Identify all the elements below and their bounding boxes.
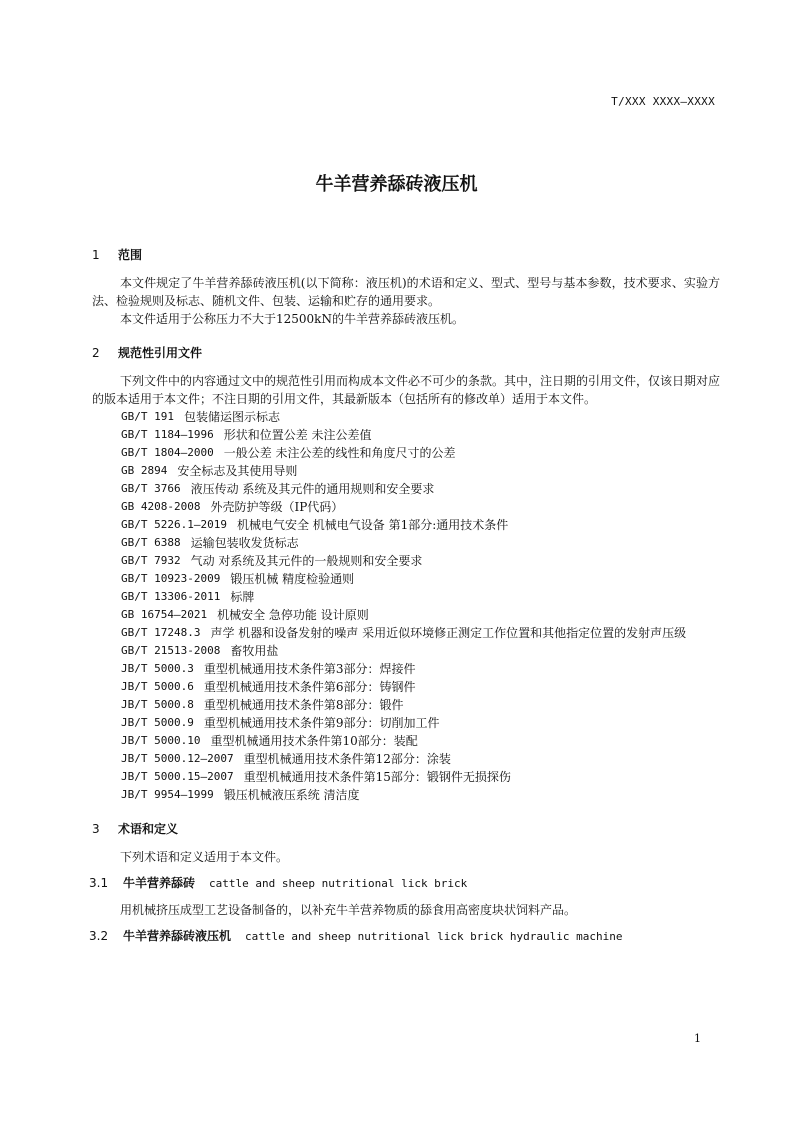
reference-item [92,606,720,624]
paragraph: 下列文件中的内容通过文中的规范性引用而构成本文件必不可少的条款。其中，注日期的引用文件，仅该日期对应的版本适用于本文件；不注日期的引用文件，其最新版本（包括所有的修改单）适用于本文件。 [92,374,721,406]
reference-code: GB/T 191 [121,410,174,423]
reference-title: 畜牧用盐 [230,644,279,658]
reference-title: 锻压机械 精度检验通则 [230,572,355,586]
reference-code: GB/T 13306-2011 [121,590,221,603]
section-heading-normative-references [92,344,720,362]
reference-item [92,786,720,804]
reference-code: JB/T 5000.6 [121,680,194,693]
reference-title: 气动 对系统及其元件的一般规则和安全要求 [190,554,423,568]
reference-item [92,480,720,498]
term-english: cattle and sheep nutritional lick brick [209,877,468,890]
reference-item [92,768,720,786]
reference-code: JB/T 5000.8 [121,698,194,711]
term-english: cattle and sheep nutritional lick brick hydraulic machine [245,930,623,943]
reference-code: JB/T 5000.3 [121,662,194,675]
reference-code: JB/T 5000.15—2007 [121,770,234,783]
section-title: 规范性引用文件 [118,346,203,360]
reference-title: 重型机械通用技术条件第12部分：涂装 [243,752,451,766]
document-title: 牛羊营养舔砖液压机 [315,174,478,195]
reference-title: 形状和位置公差 未注公差值 [223,428,372,442]
section-number: 1 [92,248,100,262]
reference-title: 液压传动 系统及其元件的通用规则和安全要求 [190,482,435,496]
reference-code: JB/T 9954—1999 [121,788,214,801]
reference-item [92,462,720,480]
section-title: 术语和定义 [118,822,179,836]
reference-code: GB/T 10923-2009 [121,572,221,585]
section-title: 范围 [118,248,143,262]
reference-code: JB/T 5000.9 [121,716,194,729]
reference-item [92,624,720,642]
reference-item [92,570,720,588]
reference-item [92,534,720,552]
reference-title: 重型机械通用技术条件第10部分：装配 [210,734,418,748]
reference-item [92,408,720,426]
term-entry [89,927,720,946]
reference-title: 重型机械通用技术条件第8部分：锻件 [203,698,404,712]
reference-item [92,552,720,570]
reference-title: 安全标志及其使用导则 [177,464,298,478]
reference-code: GB/T 7932 [121,554,181,567]
page-number: 1 [694,1032,701,1045]
reference-title: 重型机械通用技术条件第3部分：焊接件 [203,662,416,676]
reference-title: 锻压机械液压系统 清洁度 [223,788,360,802]
section-number: 2 [92,346,100,360]
reference-item [92,588,720,606]
reference-item [92,660,720,678]
reference-code: GB/T 17248.3 [121,626,201,639]
paragraph: 本文件规定了牛羊营养舔砖液压机(以下简称：液压机)的术语和定义、型式、型号与基本参数，技术要求、实验方法、检验规则及标志、随机文件、包装、运输和贮存的通用要求。 [92,276,720,308]
reference-item [92,732,720,750]
reference-title: 声学 机器和设备发射的噪声 采用近似环境修正测定工作位置和其他指定位置的发射声压级 [210,626,687,640]
reference-code: GB 2894 [121,464,168,477]
reference-item [92,498,720,516]
document-code: T/XXX XXXX—XXXX [611,95,715,108]
reference-code: GB 4208-2008 [121,500,201,513]
reference-item [92,426,720,444]
reference-title: 一般公差 未注公差的线性和角度尺寸的公差 [223,446,456,460]
reference-item [92,678,720,696]
reference-title: 标牌 [230,590,255,604]
reference-title: 外壳防护等级（IP代码） [210,500,344,514]
reference-code: GB/T 1184—1996 [121,428,214,441]
term-chinese: 牛羊营养舔砖液压机 [123,929,232,943]
reference-title: 重型机械通用技术条件第9部分：切削加工件 [203,716,440,730]
term-entry [89,874,720,893]
reference-code: GB/T 6388 [121,536,181,549]
reference-item [92,516,720,534]
term-number: 3.1 [89,876,109,890]
reference-code: GB/T 5226.1—2019 [121,518,227,531]
reference-list [92,408,720,804]
paragraph: 下列术语和定义适用于本文件。 [120,850,289,864]
section-heading-terms [92,820,720,838]
reference-code: GB/T 1804—2000 [121,446,214,459]
reference-code: JB/T 5000.12—2007 [121,752,234,765]
reference-code: GB 16754—2021 [121,608,208,621]
reference-code: JB/T 5000.10 [121,734,201,747]
reference-title: 机械电气安全 机械电气设备 第1部分:通用技术条件 [236,518,509,532]
reference-item [92,642,720,660]
reference-item [92,750,720,768]
paragraph: 本文件适用于公称压力不大于12500kN的牛羊营养舔砖液压机。 [120,312,464,326]
reference-title: 机械安全 急停功能 设计原则 [217,608,369,622]
reference-title: 重型机械通用技术条件第15部分：锻钢件无损探伤 [243,770,511,784]
reference-title: 包装储运图示标志 [183,410,280,424]
term-definition: 用机械挤压成型工艺设备制备的，以补充牛羊营养物质的舔食用高密度块状饲料产品。 [120,903,577,917]
section-heading-scope [92,246,720,264]
reference-item [92,714,720,732]
reference-item [92,444,720,462]
section-number: 3 [92,822,100,836]
term-chinese: 牛羊营养舔砖 [123,876,196,890]
reference-title: 运输包装收发货标志 [190,536,299,550]
reference-code: GB/T 21513-2008 [121,644,221,657]
reference-title: 重型机械通用技术条件第6部分：铸钢件 [203,680,416,694]
reference-code: GB/T 3766 [121,482,181,495]
term-number: 3.2 [89,929,109,943]
reference-item [92,696,720,714]
document-body [89,236,721,954]
